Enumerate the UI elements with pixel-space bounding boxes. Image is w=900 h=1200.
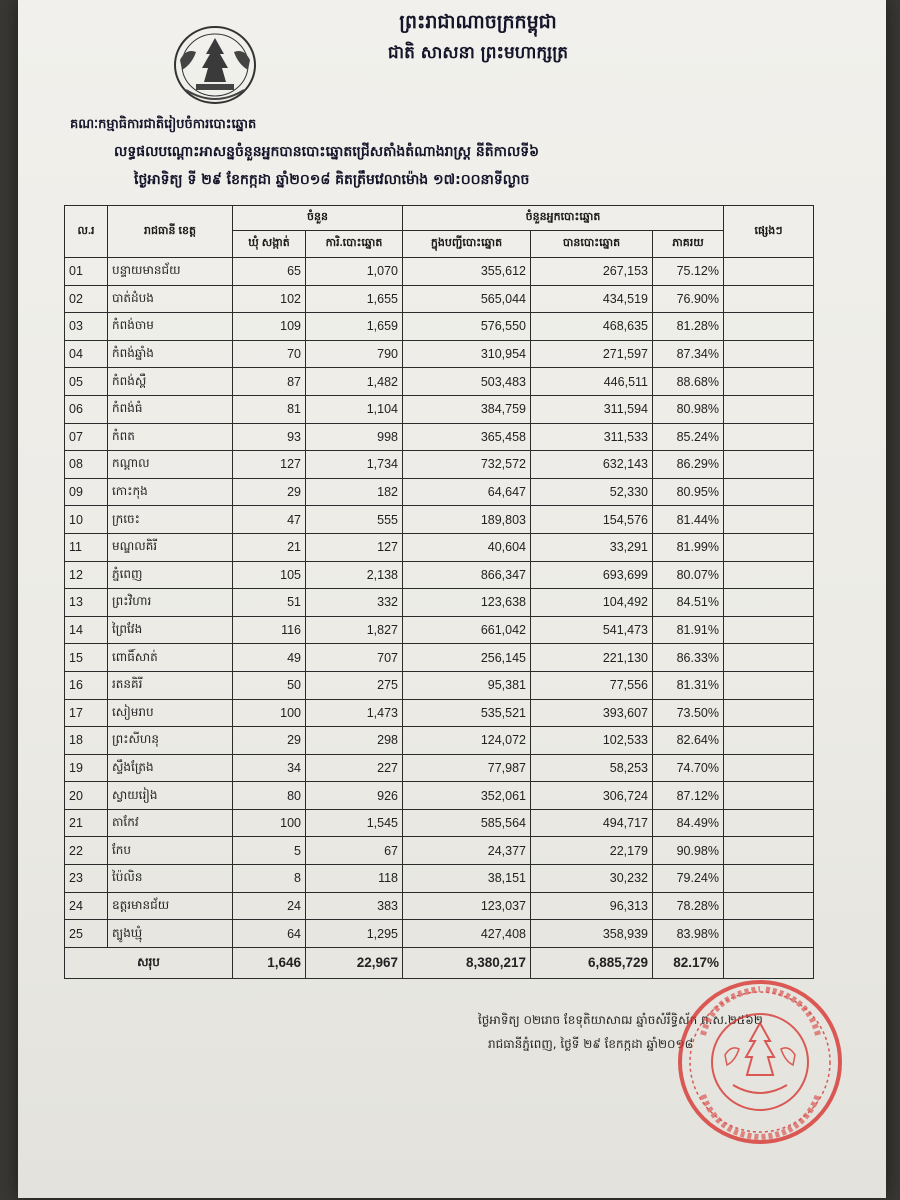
table-row (65, 423, 814, 451)
cell-province: ស្ទឹងត្រែង (108, 754, 233, 782)
header-percent: ភាគរយ (653, 231, 724, 258)
cell-registered: 365,458 (403, 423, 531, 451)
cell-communes: 102 (233, 285, 306, 313)
committee-name: គណៈកម្មាធិការជាតិរៀបចំការបោះឆ្នោត (70, 117, 257, 132)
cell-voted: 541,473 (531, 616, 653, 644)
table-row (65, 478, 814, 506)
cell-no: 12 (65, 561, 108, 589)
cell-no: 17 (65, 699, 108, 727)
table-row (65, 727, 814, 755)
cell-stations: 383 (306, 892, 403, 920)
cell-registered: 64,647 (403, 478, 531, 506)
cell-registered: 585,564 (403, 809, 531, 837)
cell-other (724, 258, 814, 286)
cell-percent: 81.31% (653, 671, 724, 699)
cell-percent: 74.70% (653, 754, 724, 782)
table-row (65, 561, 814, 589)
cell-communes: 116 (233, 616, 306, 644)
cell-other (724, 533, 814, 561)
table-row (65, 920, 814, 948)
cell-communes: 93 (233, 423, 306, 451)
cell-province: កំពង់ធំ (108, 395, 233, 423)
cell-percent: 81.91% (653, 616, 724, 644)
cell-stations: 118 (306, 865, 403, 893)
cell-no: 03 (65, 313, 108, 341)
cell-province: ត្បូងឃ្មុំ (108, 920, 233, 948)
cell-other (724, 644, 814, 672)
cell-voted: 271,597 (531, 340, 653, 368)
header-registered: ក្នុងបញ្ជីបោះឆ្នោត (403, 231, 531, 258)
table-row (65, 754, 814, 782)
cell-stations: 1,734 (306, 451, 403, 479)
cell-registered: 866,347 (403, 561, 531, 589)
cell-voted: 52,330 (531, 478, 653, 506)
cell-percent: 81.99% (653, 533, 724, 561)
table-row (65, 340, 814, 368)
cell-registered: 123,638 (403, 589, 531, 617)
cell-stations: 275 (306, 671, 403, 699)
cell-percent: 84.49% (653, 809, 724, 837)
cell-stations: 1,104 (306, 395, 403, 423)
cell-no: 05 (65, 368, 108, 396)
cell-other (724, 451, 814, 479)
cell-percent: 83.98% (653, 920, 724, 948)
cell-voted: 30,232 (531, 865, 653, 893)
cell-percent: 86.33% (653, 644, 724, 672)
cell-communes: 109 (233, 313, 306, 341)
cell-province: កំពង់ឆ្នាំង (108, 340, 233, 368)
cell-no: 21 (65, 809, 108, 837)
results-table (64, 205, 814, 979)
cell-voted: 393,607 (531, 699, 653, 727)
cell-other (724, 368, 814, 396)
cell-no: 24 (65, 892, 108, 920)
cell-communes: 105 (233, 561, 306, 589)
cell-percent: 80.95% (653, 478, 724, 506)
document-title: លទ្ធផលបណ្តោះអាសន្នចំនួនអ្នកបានបោះឆ្នោតជ្រើសតាំងតំណាងរាស្ត្រ នីតិកាលទី៦ (114, 144, 540, 160)
cell-other (724, 395, 814, 423)
cell-province: ព្រៃវែង (108, 616, 233, 644)
cell-registered: 124,072 (403, 727, 531, 755)
cell-percent: 86.29% (653, 451, 724, 479)
cell-other (724, 809, 814, 837)
header-other: ផ្សេងៗ (724, 206, 814, 258)
cell-other (724, 313, 814, 341)
cell-province: តាកែវ (108, 809, 233, 837)
cell-registered: 535,521 (403, 699, 531, 727)
cell-no: 13 (65, 589, 108, 617)
cell-percent: 82.64% (653, 727, 724, 755)
cell-other (724, 423, 814, 451)
cell-other (724, 699, 814, 727)
cell-registered: 384,759 (403, 395, 531, 423)
cell-stations: 298 (306, 727, 403, 755)
cell-voted: 33,291 (531, 533, 653, 561)
cell-communes: 127 (233, 451, 306, 479)
total-communes: 1,646 (233, 947, 306, 978)
cell-province: សៀមរាប (108, 699, 233, 727)
cell-communes: 24 (233, 892, 306, 920)
cell-registered: 355,612 (403, 258, 531, 286)
cell-no: 07 (65, 423, 108, 451)
cell-registered: 565,044 (403, 285, 531, 313)
cell-no: 08 (65, 451, 108, 479)
cell-province: ពោធិ៍សាត់ (108, 644, 233, 672)
cell-other (724, 340, 814, 368)
cell-province: កំពត (108, 423, 233, 451)
table-row (65, 451, 814, 479)
cell-other (724, 671, 814, 699)
cell-no: 16 (65, 671, 108, 699)
lunar-date: ថ្ងៃអាទិត្យ ០២រោច ខែទុតិយាសាឍ ឆ្នាំចសំរឹទ្ធិស័ក ព.ស.២៥៦២ (478, 1013, 763, 1027)
cell-communes: 87 (233, 368, 306, 396)
cell-registered: 503,483 (403, 368, 531, 396)
cell-percent: 90.98% (653, 837, 724, 865)
cell-registered: 24,377 (403, 837, 531, 865)
cell-stations: 998 (306, 423, 403, 451)
cell-no: 10 (65, 506, 108, 534)
cell-stations: 790 (306, 340, 403, 368)
cell-stations: 2,138 (306, 561, 403, 589)
total-stations: 22,967 (306, 947, 403, 978)
cell-voted: 494,717 (531, 809, 653, 837)
cell-other (724, 506, 814, 534)
cell-stations: 67 (306, 837, 403, 865)
cell-communes: 47 (233, 506, 306, 534)
table-row (65, 865, 814, 893)
cell-percent: 79.24% (653, 865, 724, 893)
cell-registered: 352,061 (403, 782, 531, 810)
cell-voted: 693,699 (531, 561, 653, 589)
cell-stations: 1,659 (306, 313, 403, 341)
cell-registered: 77,987 (403, 754, 531, 782)
cell-stations: 1,655 (306, 285, 403, 313)
cell-percent: 81.28% (653, 313, 724, 341)
table-row (65, 258, 814, 286)
cell-communes: 80 (233, 782, 306, 810)
cell-communes: 81 (233, 395, 306, 423)
cell-communes: 29 (233, 478, 306, 506)
header-stations: ការិ.បោះឆ្នោត (306, 231, 403, 258)
official-seal-stamp (673, 975, 848, 1150)
cell-other (724, 285, 814, 313)
cell-percent: 76.90% (653, 285, 724, 313)
table-row (65, 368, 814, 396)
cell-voted: 96,313 (531, 892, 653, 920)
national-motto: ជាតិ សាសនា ព្រះមហាក្សត្រ (387, 43, 569, 63)
cell-province: មណ្ឌលគិរី (108, 533, 233, 561)
cell-stations: 1,482 (306, 368, 403, 396)
nec-emblem-logo (166, 20, 264, 110)
cell-province: កែប (108, 837, 233, 865)
cell-communes: 70 (233, 340, 306, 368)
total-other (724, 947, 814, 978)
cell-other (724, 782, 814, 810)
table-row (65, 506, 814, 534)
cell-stations: 926 (306, 782, 403, 810)
header-no: ល.រ (65, 206, 108, 258)
cell-stations: 555 (306, 506, 403, 534)
total-registered: 8,380,217 (403, 947, 531, 978)
cell-province: រតនគិរី (108, 671, 233, 699)
table-row (65, 285, 814, 313)
header-province: រាជធានី ខេត្ត (108, 206, 233, 258)
table-row (65, 892, 814, 920)
cell-registered: 38,151 (403, 865, 531, 893)
total-percent: 82.17% (653, 947, 724, 978)
cell-registered: 310,954 (403, 340, 531, 368)
cell-registered: 427,408 (403, 920, 531, 948)
cell-voted: 306,724 (531, 782, 653, 810)
cell-no: 22 (65, 837, 108, 865)
table-row (65, 533, 814, 561)
cell-voted: 632,143 (531, 451, 653, 479)
cell-province: កោះកុង (108, 478, 233, 506)
cell-stations: 707 (306, 644, 403, 672)
total-voted: 6,885,729 (531, 947, 653, 978)
cell-province: ឧត្តរមានជ័យ (108, 892, 233, 920)
cell-communes: 50 (233, 671, 306, 699)
cell-percent: 73.50% (653, 699, 724, 727)
cell-voted: 434,519 (531, 285, 653, 313)
cell-registered: 95,381 (403, 671, 531, 699)
cell-communes: 8 (233, 865, 306, 893)
cell-percent: 87.34% (653, 340, 724, 368)
cell-voted: 22,179 (531, 837, 653, 865)
cell-other (724, 589, 814, 617)
cell-communes: 5 (233, 837, 306, 865)
cell-province: ប៉ៃលិន (108, 865, 233, 893)
document-date-line: ថ្ងៃអាទិត្យ ទី ២៩ ខែកក្កដា ឆ្នាំ២០១៨ គិតត្រឹមវេលាម៉ោង ១៧:០០នាទីល្ងាច (134, 172, 530, 188)
table-row (65, 671, 814, 699)
cell-registered: 576,550 (403, 313, 531, 341)
cell-communes: 100 (233, 699, 306, 727)
cell-voted: 267,153 (531, 258, 653, 286)
cell-communes: 100 (233, 809, 306, 837)
cell-other (724, 727, 814, 755)
cell-no: 14 (65, 616, 108, 644)
cell-no: 20 (65, 782, 108, 810)
header-voted: បានបោះឆ្នោត (531, 231, 653, 258)
cell-voted: 221,130 (531, 644, 653, 672)
cell-no: 15 (65, 644, 108, 672)
cell-stations: 1,473 (306, 699, 403, 727)
cell-communes: 29 (233, 727, 306, 755)
cell-registered: 123,037 (403, 892, 531, 920)
cell-other (724, 920, 814, 948)
table-row (65, 837, 814, 865)
cell-voted: 104,492 (531, 589, 653, 617)
table-row (65, 782, 814, 810)
table-row (65, 313, 814, 341)
cell-percent: 75.12% (653, 258, 724, 286)
cell-other (724, 616, 814, 644)
cell-communes: 51 (233, 589, 306, 617)
cell-province: ភ្នំពេញ (108, 561, 233, 589)
header-count-group: ចំនួន (233, 206, 403, 231)
table-body (65, 258, 814, 948)
cell-no: 02 (65, 285, 108, 313)
cell-stations: 1,070 (306, 258, 403, 286)
table-header-row (65, 206, 814, 231)
cell-stations: 127 (306, 533, 403, 561)
cell-percent: 88.68% (653, 368, 724, 396)
cell-voted: 154,576 (531, 506, 653, 534)
place-date: រាជធានីភ្នំពេញ, ថ្ងៃទី ២៩ ខែកក្កដា ឆ្នាំ២០១៨ (488, 1037, 694, 1051)
cell-voted: 358,939 (531, 920, 653, 948)
cell-communes: 65 (233, 258, 306, 286)
table-row (65, 395, 814, 423)
cell-province: បាត់ដំបង (108, 285, 233, 313)
cell-province: ព្រះសីហនុ (108, 727, 233, 755)
cell-other (724, 561, 814, 589)
cell-no: 19 (65, 754, 108, 782)
cell-registered: 256,145 (403, 644, 531, 672)
cell-no: 18 (65, 727, 108, 755)
cell-province: ក្រចេះ (108, 506, 233, 534)
cell-percent: 80.07% (653, 561, 724, 589)
total-label: សរុប (65, 947, 233, 978)
cell-no: 09 (65, 478, 108, 506)
cell-registered: 661,042 (403, 616, 531, 644)
cell-percent: 80.98% (653, 395, 724, 423)
cell-province: បន្ទាយមានជ័យ (108, 258, 233, 286)
document-page (18, 0, 886, 1198)
table-row (65, 589, 814, 617)
cell-registered: 732,572 (403, 451, 531, 479)
cell-communes: 21 (233, 533, 306, 561)
cell-percent: 87.12% (653, 782, 724, 810)
cell-communes: 34 (233, 754, 306, 782)
cell-no: 01 (65, 258, 108, 286)
cell-province: កំពង់ស្ពឺ (108, 368, 233, 396)
header-voters-group: ចំនួនអ្នកបោះឆ្នោត (403, 206, 724, 231)
cell-other (724, 837, 814, 865)
table-row (65, 809, 814, 837)
cell-stations: 1,827 (306, 616, 403, 644)
cell-other (724, 754, 814, 782)
cell-voted: 468,635 (531, 313, 653, 341)
total-row (65, 947, 814, 978)
cell-voted: 58,253 (531, 754, 653, 782)
cell-no: 23 (65, 865, 108, 893)
cell-percent: 85.24% (653, 423, 724, 451)
cell-percent: 81.44% (653, 506, 724, 534)
cell-province: កំពង់ចាម (108, 313, 233, 341)
cell-no: 25 (65, 920, 108, 948)
cell-voted: 77,556 (531, 671, 653, 699)
cell-other (724, 478, 814, 506)
table-row (65, 616, 814, 644)
cell-percent: 84.51% (653, 589, 724, 617)
cell-voted: 102,533 (531, 727, 653, 755)
cell-stations: 227 (306, 754, 403, 782)
cell-stations: 182 (306, 478, 403, 506)
cell-registered: 189,803 (403, 506, 531, 534)
cell-stations: 1,545 (306, 809, 403, 837)
cell-other (724, 892, 814, 920)
kingdom-heading: ព្រះរាជាណាចក្រកម្ពុជា (399, 11, 557, 33)
table-row (65, 644, 814, 672)
cell-other (724, 865, 814, 893)
cell-stations: 332 (306, 589, 403, 617)
cell-voted: 311,594 (531, 395, 653, 423)
cell-voted: 446,511 (531, 368, 653, 396)
cell-communes: 49 (233, 644, 306, 672)
cell-no: 06 (65, 395, 108, 423)
cell-stations: 1,295 (306, 920, 403, 948)
cell-no: 11 (65, 533, 108, 561)
header-communes: ឃុំ សង្កាត់ (233, 231, 306, 258)
cell-province: កណ្តាល (108, 451, 233, 479)
cell-no: 04 (65, 340, 108, 368)
cell-communes: 64 (233, 920, 306, 948)
table-row (65, 699, 814, 727)
cell-percent: 78.28% (653, 892, 724, 920)
cell-voted: 311,533 (531, 423, 653, 451)
cell-province: ព្រះវិហារ (108, 589, 233, 617)
cell-province: ស្វាយរៀង (108, 782, 233, 810)
cell-registered: 40,604 (403, 533, 531, 561)
